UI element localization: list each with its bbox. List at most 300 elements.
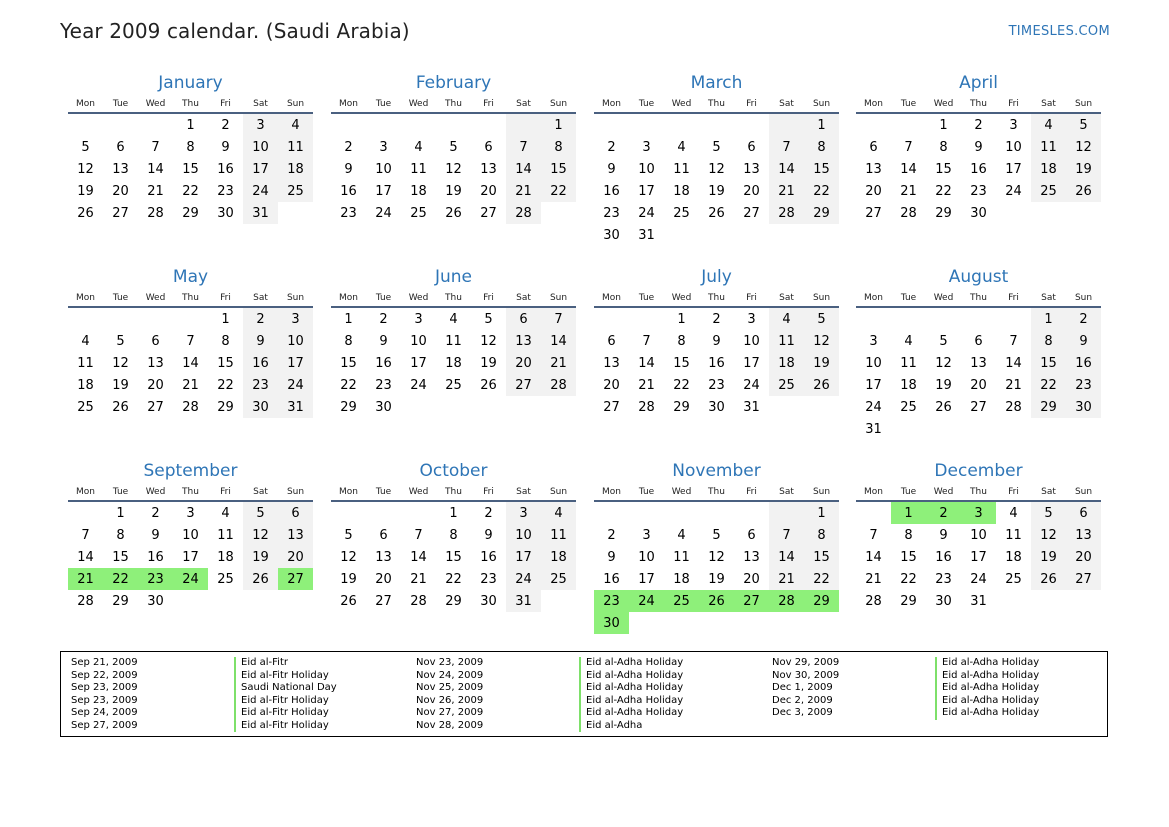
day-cell: 25 [1005, 571, 1022, 587]
weekday-header: Wed [401, 484, 436, 501]
month-name: May [172, 267, 209, 287]
day-cell: 13 [970, 355, 987, 371]
day-cell: 24 [865, 399, 882, 415]
weekday-header: Tue [103, 96, 138, 113]
weekday-header: Fri [734, 484, 769, 501]
month-name: January [158, 73, 223, 93]
week-row [594, 374, 839, 396]
day-cell: 29 [1031, 396, 1066, 418]
day-cell: 2 [484, 505, 493, 521]
day-cell: 22 [804, 180, 839, 202]
day-cell: 14 [77, 549, 94, 565]
empty-cell [769, 224, 804, 246]
week-row [856, 352, 1101, 374]
day-cell: 14 [769, 158, 804, 180]
empty-cell [961, 307, 996, 330]
day-cell: 8 [116, 527, 125, 543]
month-september [68, 460, 313, 612]
day-cell: 19 [243, 546, 278, 568]
week-row [68, 136, 313, 158]
day-cell: 13 [865, 161, 882, 177]
day-cell: 3 [642, 527, 651, 543]
day-cell: 29 [340, 399, 357, 415]
day-cell: 23 [970, 183, 987, 199]
day-cell: 10 [375, 161, 392, 177]
day-cell: 17 [638, 571, 655, 587]
day-cell: 6 [1066, 501, 1101, 524]
day-cell: 20 [1066, 546, 1101, 568]
holiday-day-cell: 26 [699, 590, 734, 612]
week-row [331, 524, 576, 546]
day-cell: 19 [708, 571, 725, 587]
empty-cell [471, 396, 506, 418]
day-cell: 19 [445, 183, 462, 199]
empty-cell [699, 224, 734, 246]
holiday-day-cell: 28 [769, 590, 804, 612]
day-cell: 7 [541, 307, 576, 330]
month-name: July [701, 267, 732, 287]
day-cell: 16 [970, 161, 987, 177]
day-cell: 29 [804, 202, 839, 224]
day-cell: 14 [865, 549, 882, 565]
week-row [68, 568, 313, 590]
weekday-header: Sat [243, 484, 278, 501]
day-cell: 10 [743, 333, 760, 349]
weekday-header: Sun [1066, 96, 1101, 113]
empty-cell [506, 396, 541, 418]
holiday-name: Eid al-Adha Holiday [579, 695, 683, 708]
day-cell: 2 [712, 311, 721, 327]
day-cell: 7 [81, 527, 90, 543]
day-cell: 9 [379, 333, 388, 349]
weekday-header: Thu [436, 484, 471, 501]
day-cell: 6 [974, 333, 983, 349]
month-table [68, 484, 313, 612]
week-row [856, 568, 1101, 590]
day-cell: 16 [480, 549, 497, 565]
weekday-header: Sun [804, 290, 839, 307]
day-cell: 14 [638, 355, 655, 371]
empty-cell [68, 501, 103, 524]
day-cell: 21 [638, 377, 655, 393]
day-cell: 26 [77, 205, 94, 221]
month-name: March [690, 73, 743, 93]
day-cell: 14 [147, 161, 164, 177]
month-october [331, 460, 576, 612]
weekday-header: Sat [769, 290, 804, 307]
empty-cell [1031, 590, 1066, 612]
empty-cell [471, 113, 506, 136]
day-cell: 10 [970, 527, 987, 543]
empty-cell [769, 396, 804, 418]
empty-cell [699, 612, 734, 634]
week-row [856, 524, 1101, 546]
empty-cell [996, 590, 1031, 612]
day-cell: 22 [217, 377, 234, 393]
month-table [594, 290, 839, 418]
day-cell: 17 [243, 158, 278, 180]
empty-cell [208, 590, 243, 612]
day-cell: 15 [935, 161, 952, 177]
holiday-date: Nov 29, 2009 [772, 657, 840, 668]
day-cell: 8 [541, 136, 576, 158]
week-row [594, 113, 839, 136]
empty-cell [734, 224, 769, 246]
day-cell: 1 [939, 117, 948, 133]
day-cell: 28 [638, 399, 655, 415]
month-table [68, 290, 313, 418]
day-cell: 4 [677, 139, 686, 155]
day-cell: 27 [375, 593, 392, 609]
week-row [331, 501, 576, 524]
day-cell: 11 [77, 355, 94, 371]
empty-cell [629, 501, 664, 524]
holiday-day-cell: 3 [961, 501, 996, 524]
week-row [331, 180, 576, 202]
weekday-header: Wed [664, 96, 699, 113]
weekday-header: Fri [996, 96, 1031, 113]
empty-cell [541, 202, 576, 224]
day-cell: 28 [147, 205, 164, 221]
day-cell: 10 [638, 549, 655, 565]
day-cell: 23 [217, 183, 234, 199]
day-cell: 1 [1031, 307, 1066, 330]
month-table [856, 484, 1101, 612]
day-cell: 11 [900, 355, 917, 371]
weekday-header: Wed [926, 484, 961, 501]
day-cell: 19 [804, 352, 839, 374]
day-cell: 21 [506, 180, 541, 202]
day-cell: 15 [541, 158, 576, 180]
day-cell: 30 [375, 399, 392, 415]
week-row [68, 180, 313, 202]
day-cell: 10 [243, 136, 278, 158]
empty-cell [891, 418, 926, 440]
day-cell: 28 [900, 205, 917, 221]
day-cell: 11 [278, 136, 313, 158]
legend-entry [772, 657, 1102, 670]
holiday-day-cell: 2 [926, 501, 961, 524]
empty-cell [856, 113, 891, 136]
holiday-date: Sep 27, 2009 [71, 719, 138, 731]
week-row [68, 158, 313, 180]
week-row [856, 418, 1101, 440]
week-row [856, 590, 1101, 612]
day-cell: 7 [506, 136, 541, 158]
week-row [594, 524, 839, 546]
empty-cell [1031, 202, 1066, 224]
month-may [68, 266, 313, 418]
day-cell: 26 [445, 205, 462, 221]
weekday-header: Thu [961, 290, 996, 307]
day-cell: 23 [480, 571, 497, 587]
empty-cell [769, 501, 804, 524]
day-cell: 20 [375, 571, 392, 587]
day-cell: 29 [182, 205, 199, 221]
day-cell: 16 [375, 355, 392, 371]
day-cell: 25 [410, 205, 427, 221]
empty-cell [68, 307, 103, 330]
day-cell: 6 [484, 139, 493, 155]
day-cell: 8 [677, 333, 686, 349]
day-cell: 28 [182, 399, 199, 415]
weekday-header: Mon [594, 484, 629, 501]
day-cell: 23 [340, 205, 357, 221]
weekday-header: Fri [471, 290, 506, 307]
day-cell: 27 [112, 205, 129, 221]
empty-cell [103, 307, 138, 330]
week-row [594, 396, 839, 418]
day-cell: 26 [340, 593, 357, 609]
day-cell: 15 [900, 549, 917, 565]
empty-cell [594, 501, 629, 524]
day-cell: 12 [445, 161, 462, 177]
day-cell: 26 [935, 399, 952, 415]
day-cell: 1 [677, 311, 686, 327]
site-link[interactable]: TIMESLES.COM [1008, 24, 1110, 39]
day-cell: 11 [541, 524, 576, 546]
day-cell: 11 [445, 333, 462, 349]
day-cell: 30 [970, 205, 987, 221]
weekday-header: Thu [699, 290, 734, 307]
week-row [856, 113, 1101, 136]
holiday-date: Sep 23, 2009 [71, 694, 138, 706]
empty-cell [804, 612, 839, 634]
day-cell: 5 [804, 307, 839, 330]
holiday-name: Eid al-Fitr [234, 657, 288, 670]
day-cell: 15 [673, 355, 690, 371]
day-cell: 12 [935, 355, 952, 371]
day-cell: 19 [708, 183, 725, 199]
day-cell: 15 [445, 549, 462, 565]
day-cell: 25 [445, 377, 462, 393]
legend-entry [416, 682, 746, 695]
month-name: November [672, 461, 761, 481]
day-cell: 18 [673, 571, 690, 587]
day-cell: 11 [1031, 136, 1066, 158]
week-row [856, 136, 1101, 158]
day-cell: 3 [506, 501, 541, 524]
day-cell: 18 [278, 158, 313, 180]
day-cell: 3 [869, 333, 878, 349]
day-cell: 2 [221, 117, 230, 133]
holiday-name: Eid al-Fitr Holiday [234, 670, 329, 683]
day-cell: 22 [1031, 374, 1066, 396]
day-cell: 18 [541, 546, 576, 568]
empty-cell [699, 501, 734, 524]
week-row [68, 546, 313, 568]
empty-cell [366, 501, 401, 524]
week-row [856, 202, 1101, 224]
legend-entry [71, 682, 401, 695]
weekday-header: Fri [996, 484, 1031, 501]
month-name: August [948, 267, 1009, 287]
day-cell: 30 [603, 227, 620, 243]
empty-cell [331, 501, 366, 524]
weekday-header: Mon [68, 96, 103, 113]
day-cell: 21 [769, 568, 804, 590]
week-row [331, 113, 576, 136]
day-cell: 14 [769, 546, 804, 568]
day-cell: 9 [607, 161, 616, 177]
day-cell: 19 [935, 377, 952, 393]
holiday-name: Eid al-Adha Holiday [935, 695, 1039, 708]
day-cell: 2 [607, 527, 616, 543]
day-cell: 1 [186, 117, 195, 133]
day-cell: 20 [278, 546, 313, 568]
empty-cell [891, 307, 926, 330]
day-cell: 30 [480, 593, 497, 609]
day-cell: 27 [970, 399, 987, 415]
legend-entry [772, 682, 1102, 695]
day-cell: 16 [217, 161, 234, 177]
day-cell: 30 [243, 396, 278, 418]
day-cell: 27 [480, 205, 497, 221]
week-row [68, 524, 313, 546]
day-cell: 21 [1005, 377, 1022, 393]
day-cell: 27 [506, 374, 541, 396]
day-cell: 10 [1005, 139, 1022, 155]
weekday-header: Sun [278, 96, 313, 113]
legend-entry [71, 657, 401, 670]
day-cell: 2 [1066, 307, 1101, 330]
day-cell: 25 [673, 205, 690, 221]
day-cell: 9 [607, 549, 616, 565]
weekday-header: Thu [699, 96, 734, 113]
day-cell: 11 [769, 330, 804, 352]
day-cell: 9 [243, 330, 278, 352]
legend-entry [416, 695, 746, 708]
day-cell: 12 [1031, 524, 1066, 546]
legend-entry [772, 670, 1102, 683]
legend-entry [416, 670, 746, 683]
weekday-header: Wed [926, 96, 961, 113]
day-cell: 31 [278, 396, 313, 418]
day-cell: 14 [900, 161, 917, 177]
weekday-header: Sun [804, 484, 839, 501]
weekday-header: Fri [208, 484, 243, 501]
holiday-name: Eid al-Adha Holiday [579, 707, 683, 720]
day-cell: 30 [147, 593, 164, 609]
day-cell: 8 [186, 139, 195, 155]
day-cell: 26 [708, 205, 725, 221]
empty-cell [401, 113, 436, 136]
holiday-day-cell: 23 [138, 568, 173, 590]
day-cell: 6 [506, 307, 541, 330]
day-cell: 5 [1066, 113, 1101, 136]
day-cell: 30 [1066, 396, 1101, 418]
day-cell: 21 [182, 377, 199, 393]
day-cell: 7 [186, 333, 195, 349]
day-cell: 2 [607, 139, 616, 155]
day-cell: 22 [541, 180, 576, 202]
empty-cell [769, 113, 804, 136]
day-cell: 18 [769, 352, 804, 374]
day-cell: 24 [1005, 183, 1022, 199]
day-cell: 15 [217, 355, 234, 371]
day-cell: 31 [243, 202, 278, 224]
day-cell: 12 [708, 161, 725, 177]
day-cell: 24 [243, 180, 278, 202]
day-cell: 26 [804, 374, 839, 396]
month-january [68, 72, 313, 224]
day-cell: 13 [1066, 524, 1101, 546]
holiday-day-cell: 23 [594, 590, 629, 612]
week-row [594, 590, 839, 612]
empty-cell [926, 418, 961, 440]
day-cell: 12 [1066, 136, 1101, 158]
week-row [856, 374, 1101, 396]
day-cell: 19 [480, 355, 497, 371]
empty-cell [278, 202, 313, 224]
day-cell: 19 [112, 377, 129, 393]
day-cell: 4 [1031, 113, 1066, 136]
day-cell: 8 [1031, 330, 1066, 352]
holiday-date: Sep 24, 2009 [71, 707, 138, 718]
week-row [856, 158, 1101, 180]
empty-cell [173, 307, 208, 330]
day-cell: 29 [900, 593, 917, 609]
empty-cell [629, 307, 664, 330]
week-row [594, 307, 839, 330]
day-cell: 7 [1009, 333, 1018, 349]
weekday-header: Fri [996, 290, 1031, 307]
day-cell: 13 [375, 549, 392, 565]
day-cell: 8 [449, 527, 458, 543]
day-cell: 3 [1009, 117, 1018, 133]
empty-cell [1066, 590, 1101, 612]
day-cell: 12 [112, 355, 129, 371]
empty-cell [401, 396, 436, 418]
empty-cell [961, 418, 996, 440]
empty-cell [856, 307, 891, 330]
legend-entry [71, 695, 401, 708]
day-cell: 24 [278, 374, 313, 396]
weekday-header: Sat [769, 96, 804, 113]
week-row [331, 352, 576, 374]
day-cell: 16 [603, 571, 620, 587]
day-cell: 15 [804, 158, 839, 180]
week-row [68, 374, 313, 396]
day-cell: 18 [77, 377, 94, 393]
week-row [331, 546, 576, 568]
month-name: June [434, 267, 473, 287]
holiday-name: Eid al-Adha Holiday [935, 670, 1039, 683]
day-cell: 24 [743, 377, 760, 393]
week-row [856, 180, 1101, 202]
week-row [331, 590, 576, 612]
holiday-date: Dec 2, 2009 [772, 694, 833, 706]
day-cell: 6 [151, 333, 160, 349]
day-cell: 29 [112, 593, 129, 609]
weekday-header: Fri [734, 96, 769, 113]
weekday-header: Tue [629, 290, 664, 307]
day-cell: 20 [603, 377, 620, 393]
weekday-header: Sun [541, 290, 576, 307]
holiday-name: Eid al-Adha Holiday [935, 682, 1039, 695]
day-cell: 28 [541, 374, 576, 396]
day-cell: 6 [607, 333, 616, 349]
day-cell: 24 [410, 377, 427, 393]
day-cell: 22 [935, 183, 952, 199]
empty-cell [629, 612, 664, 634]
day-cell: 29 [445, 593, 462, 609]
day-cell: 28 [1005, 399, 1022, 415]
day-cell: 17 [375, 183, 392, 199]
holiday-date: Nov 27, 2009 [416, 707, 484, 718]
weekday-header: Mon [594, 96, 629, 113]
empty-cell [506, 113, 541, 136]
